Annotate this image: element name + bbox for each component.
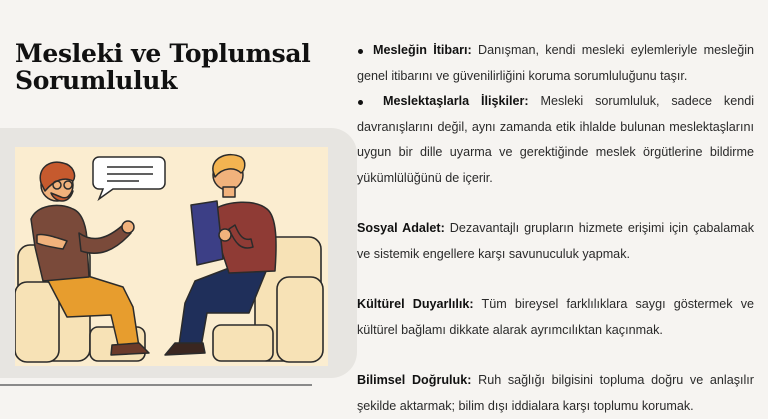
counseling-illustration bbox=[15, 147, 328, 366]
paragraph-kulturel-duyarlilik bbox=[357, 292, 754, 343]
item-text: Danışman, kendi mesleki eylemleriyle mesleğin genel itibarını ve güvenilirliğini koruma sorumluluğunu taşır. bbox=[357, 43, 754, 83]
item-label: Mesleğin İtibarı: bbox=[373, 43, 472, 57]
page-title: Mesleki ve Toplumsal Sorumluluk bbox=[15, 39, 311, 95]
bullet-item-meslek-itibari bbox=[357, 38, 754, 89]
paragraph-sosyal-adalet bbox=[357, 216, 754, 267]
item-label: Bilimsel Doğruluk: bbox=[357, 373, 472, 387]
divider-line bbox=[0, 384, 312, 386]
item-text: Mesleki sorumluluk, sadece kendi davranışlarını değil, aynı zamanda etik ihlalde bulunan meslektaşlarını uygun bir dille uyarma ve gerektiğinde meslek örgütlerine bildirme yükümlülüğünü de içerir. bbox=[357, 94, 755, 185]
speech-bubble bbox=[93, 157, 165, 199]
item-label: Kültürel Duyarlılık: bbox=[357, 297, 474, 311]
bullet-dot bbox=[358, 100, 363, 105]
content-text bbox=[357, 38, 754, 419]
item-text: Ruh sağlığı bilgisini topluma doğru ve anlaşılır şekilde aktarmak; bilim dışı iddialara karşı toplumu korumak. bbox=[357, 373, 754, 413]
item-text: Tüm bireysel farklılıklara saygı göstermek ve kültürel bağlamı dikkate alarak ayrımcılıktan kaçınmak. bbox=[357, 297, 754, 337]
paragraph-bilimsel-dogruluk bbox=[357, 368, 754, 419]
counseling-scene-image bbox=[15, 147, 328, 366]
item-label: Meslektaşlarla İlişkiler: bbox=[383, 94, 529, 108]
bullet-dot bbox=[358, 49, 363, 54]
item-text: Dezavantajlı grupların hizmete erişimi için çabalamak ve sistemik engellere karşı savunuculuk yapmak. bbox=[357, 221, 754, 261]
bullet-item-meslektaslar bbox=[357, 89, 754, 191]
item-label: Sosyal Adalet: bbox=[357, 221, 445, 235]
